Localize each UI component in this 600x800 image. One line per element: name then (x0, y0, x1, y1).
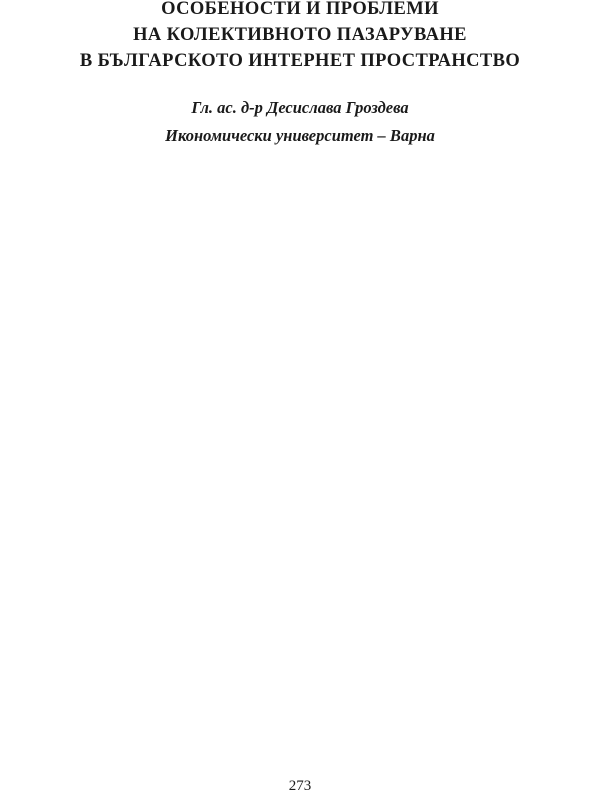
page-number: 273 (288, 778, 312, 794)
author-affiliation: Икономически университет – Варна (165, 126, 435, 145)
author-name: Гл. ас. д-р Десислава Гроздева (191, 98, 409, 117)
title-line-1: ОСОБЕНОСТИ И ПРОБЛЕМИ (161, 0, 439, 19)
title-line-3: В БЪЛГАРСКОТО ИНТЕРНЕТ ПРОСТРАНСТВО (79, 51, 521, 71)
title-line-2: НА КОЛЕКТИВНОТО ПАЗАРУВАНЕ (133, 25, 467, 45)
